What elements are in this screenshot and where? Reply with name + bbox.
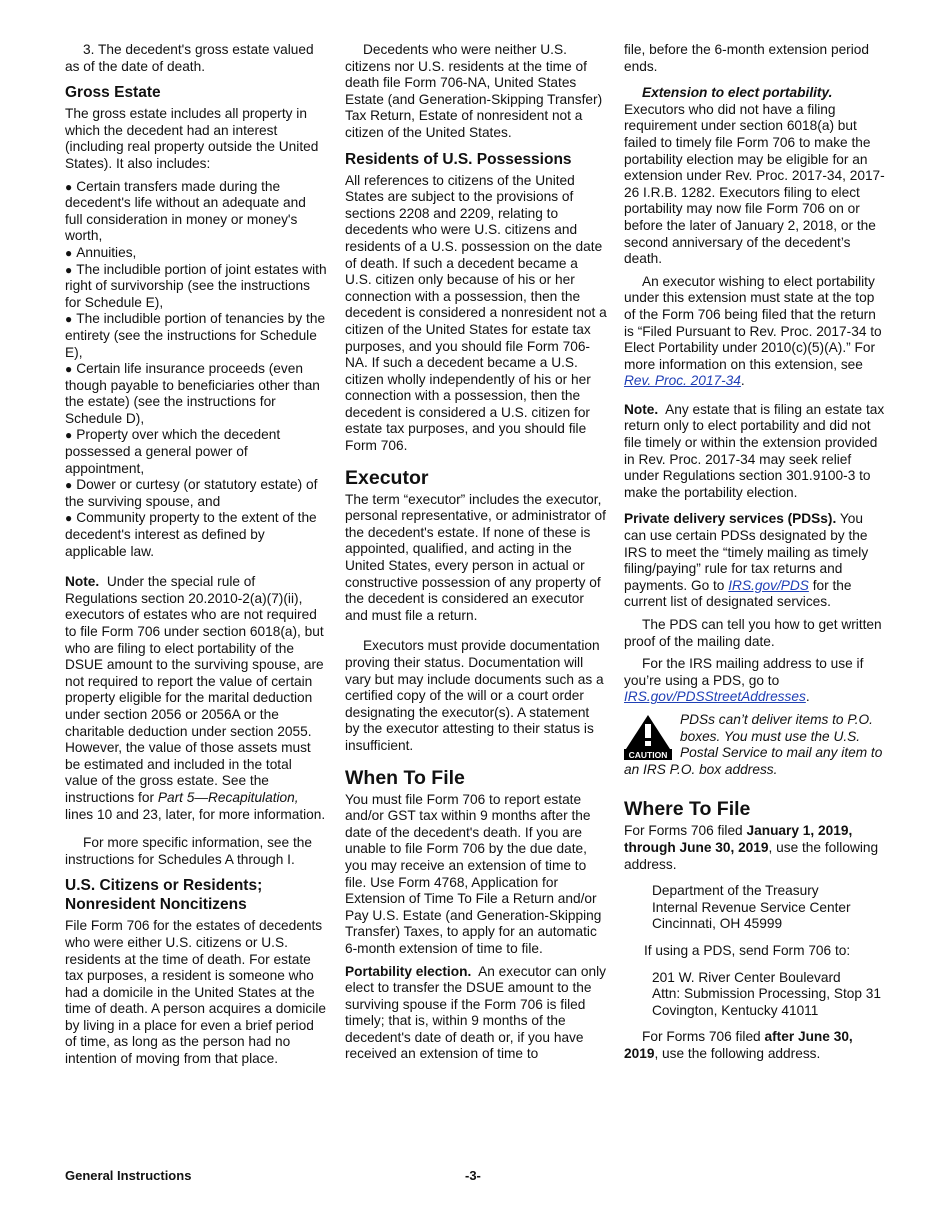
caution-word: CAUTION — [628, 749, 668, 760]
possessions-heading: Residents of U.S. Possessions — [345, 150, 572, 168]
marital-note: Note. Under the special rule of Regulations section 20.2010-2(a)(7)(ii), executors of estates who are not required to file Form 706 under section 6018(a), but who are filing to elect portability of the DSUE amount to the surviving spouse, are not required to report the value of certain property eligible for the marital deduction under section 2056 or 2056A or the charitable deduction under section 2055. However, the value of those assets must be estimated and included in the total value of the gross estate. See the instructions for Part 5—Recapitulation, lines 10 and 23, later, for more information. — [65, 574, 326, 822]
executor-doc-text: Executors must provide documentation proving their status. Documentation will vary but may include documents such as a certified copy of the will or a court order designating the executor(s). A statement by the executor attesting to their status is insufficient. — [345, 638, 604, 753]
note-label: Note. — [65, 574, 100, 590]
nonresident-text: Decedents who were neither U.S. citizens nor U.S. residents at the time of death file Form 706-NA, United States Estate (and Generation-Skipping Transfer) Tax Return, Estate of nonresident not a citizen of the United States. — [345, 42, 603, 140]
bullet-item: ● Annuities, — [65, 244, 137, 260]
possessions-text: All references to citizens of the United States are subject to the provisions of sections 2208 and 2209, relating to decedents who were U.S. citizens and residents of a U.S. possession on the date of death. If such a decedent became a U.S. citizen only because of his or her connection with a possession, then the decedent is considered a nonresident not a citizen of the United States for estate tax purposes, and you should file Form 706-NA. If such a decedent became a U.S. citizen wholly independently of his or her connection with a possession, then the decedent is considered a U.S. citizen for estate tax purposes, and you should file Form 706. — [345, 172, 607, 454]
specific-info: For more specific information, see the instructions for Schedules A through I. — [65, 835, 312, 867]
bullet-icon: ● — [65, 245, 73, 260]
page-number: -3- — [465, 1168, 481, 1183]
when-text: You must file Form 706 to report estate and/or GST tax within 9 months after the date of the decedent's death. If you are unable to file Form 706 by the due date, you may receive an extension of time to file. Use Form 4768, Application for Extension of Time To File a Return and/or Pay U.S. Estate (and Generation-Skipping Transfer) Taxes, to apply for an automatic 6-month extension of time to file. — [345, 791, 602, 956]
portability-relief-note: Note. Any estate that is filing an estate tax return only to elect portability and did not file timely or within the extension provided in Rev. Proc. 2017-34 may seek relief under Regulations section 301.9100-3 to make the portability election. — [624, 401, 885, 500]
where-heading: Where To File — [624, 798, 751, 821]
bullet-icon: ● — [65, 478, 73, 493]
bullet-icon: ● — [65, 362, 73, 377]
caution-box — [624, 712, 886, 778]
bullet-item: ● Certain life insurance proceeds (even though payable to beneficiaries other than the estate) (see the instructions for Schedule D), — [65, 361, 320, 426]
citizens-heading: U.S. Citizens or Residents; Nonresident Noncitizens — [65, 877, 263, 914]
gross-estate-intro: The gross estate includes all property in which the decedent had an interest (including real property outside the United States). It also includes: — [65, 106, 319, 171]
note-italic: Part 5—Recapitulation, — [157, 789, 299, 805]
bullet-icon: ● — [65, 511, 73, 526]
portability-para: Portability election. An executor can only elect to transfer the DSUE amount to the surviving spouse if the Form 706 is filed timely; that is, within 9 months of the decedent's date of death or, if you have received an extension of time to — [345, 963, 606, 1062]
pds-send: If using a PDS, send Form 706 to: — [644, 942, 851, 958]
citizens-text: File Form 706 for the estates of decedents who were either U.S. citizens or U.S. residents at the time of death. For estate tax purposes, a resident is someone who had a domicile in the United States at the time of death. A person acquires a domicile by living in a place for even a brief period of time, as long as the person had no intention of moving from that place. — [65, 918, 326, 1067]
portability-label: Portability election. — [345, 963, 472, 979]
bullet-item: ● Certain transfers made during the decedent's life without an adequate and full consideration in money or money's worth, — [65, 178, 306, 244]
pds-label: Private delivery services (PDSs). — [624, 511, 837, 527]
executor-text: The term “executor” includes the executor, personal representative, or administrator of the decedent's estate. If none of these is appointed, qualified, and acting in the United States, every person in actual or constructive possession of any property of the decedent is considered an executor and must file a return. — [345, 491, 606, 623]
bullet-icon: ● — [65, 428, 73, 443]
pds-para: Private delivery services (PDSs). You can use certain PDSs designated by the IRS to meet the “timely mailing as timely filing/paying” rule for tax returns and payments. Go to IRS.gov/PDS for the current list of designated services. — [624, 511, 869, 610]
pds-proof: The PDS can tell you how to get written proof of the mailing date. — [624, 617, 882, 649]
executor-heading: Executor — [345, 466, 429, 489]
column-3 — [624, 42, 886, 1068]
bullet-icon: ● — [65, 312, 73, 327]
address-covington: 201 W. River Center Boulevard Attn: Submission Processing, Stop 31 Covington, Kentucky 41011 — [652, 969, 882, 1018]
bullet-item: ● Community property to the extent of the decedent's interest as defined by applicable law. — [65, 510, 317, 559]
where-text: For Forms 706 filed January 1, 2019, through June 30, 2019, use the following address. — [624, 823, 879, 872]
caution-triangle-icon — [624, 714, 672, 760]
gross-estate-heading: Gross Estate — [65, 84, 161, 102]
note-label: Note. — [624, 401, 659, 417]
caution-text: PDSs can’t deliver items to P.O. boxes. You must use the U.S. Postal Service to mail any item to an IRS P.O. box address. — [624, 711, 883, 777]
bullet-icon: ● — [65, 262, 73, 277]
item-3: 3. The decedent's gross estate valued as of the date of death. — [65, 42, 314, 74]
column-2 — [345, 42, 607, 1069]
when-heading: When To File — [345, 766, 465, 789]
extension-label: Extension to elect portability. — [642, 85, 833, 101]
mailing-para: For the IRS mailing address to use if you’re using a PDS, go to IRS.gov/PDSStreetAddresses. — [624, 656, 864, 705]
pds-link[interactable]: IRS.gov/PDS — [728, 577, 809, 593]
bullet-icon: ● — [65, 179, 73, 194]
continued-text: file, before the 6-month extension period ends. — [624, 42, 870, 74]
executor-state: An executor wishing to elect portability under this extension must state at the top of the Form 706 being filed that the return is “Filed Pursuant to Rev. Proc. 2017-34 to Elect Portability under 2010(c)(5)(A).” For more information on this extension, see Rev. Proc. 2017-34. — [624, 273, 882, 389]
extension-text: Executors who did not have a filing requirement under section 6018(a) but failed to timely file Form 706 to make the portability election may be eligible for an extension under Rev. Proc. 2017-34, 2017-26 I.R.B. 1282. Executors filing to elect portability may now file Form 706 on or before the later of January 2, 2018, or the second anniversary of the decedent’s death. — [624, 101, 885, 267]
address-cincinnati: Department of the Treasury Internal Revenue Service Center Cincinnati, OH 45999 — [652, 883, 851, 932]
footer-section: General Instructions — [65, 1168, 192, 1183]
after-text: For Forms 706 filed after June 30, 2019, use the following address. — [624, 1029, 853, 1061]
bullet-item: ● Dower or curtesy (or statutory estate) of the surviving spouse, and — [65, 477, 318, 509]
column-1 — [65, 42, 327, 1074]
bullet-item: ● The includible portion of joint estates with right of survivorship (see the instructions for Schedule E), — [65, 261, 327, 310]
bullet-item: ● The includible portion of tenancies by the entirety (see the instructions for Schedule E), — [65, 311, 326, 360]
rev-proc-link[interactable]: Rev. Proc. 2017-34 — [624, 373, 741, 389]
bullet-item: ● Property over which the decedent possessed a general power of appointment, — [65, 427, 281, 476]
pds-street-link[interactable]: IRS.gov/PDSStreetAddresses — [624, 689, 806, 705]
